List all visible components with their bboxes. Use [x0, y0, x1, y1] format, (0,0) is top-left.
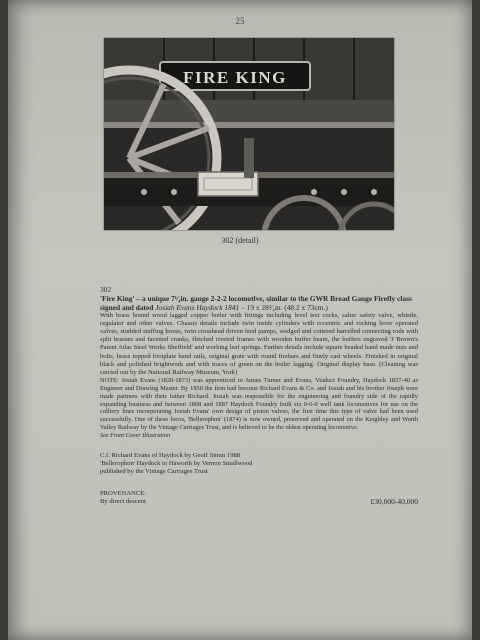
page-number: 25 [235, 16, 245, 26]
photo-caption: 302 (detail) [221, 236, 259, 245]
lot-description: With brass bound wood lagged copper boiler with fittings including level test cocks, salter safety valve, whistle, regulator and other valves. Chassis details include twin inside cylinders with eccentric and rocking lever operated valves, studded stuffing boxes, twin crosshead driven feed pumps, wedged and cottered barrelled connecting rods with split brasses and facetted cranks, fletched riveted frames with wooden buffer beam, the buffers engraved 'J Brown's Patent Atlas Steel Works Sheffield' and working leaf springs. Further details include square headed hand made nuts and bolts, brass topped footplate hand rails, original grate with round firebars and finely cast wheels. Finished in original black and polished brightwork and with traces of green on the boiler lagging. Original display base. (Cleaning was carried out by the National Railway Museum, York) [100, 312, 418, 376]
provenance-value: By direct descent [100, 498, 146, 506]
lot-title-signature: Josiah Evans Haydock 1841 [155, 303, 240, 313]
references [100, 452, 418, 476]
estimate: £30,000-40,000 [370, 497, 418, 507]
reference-line: published by the Vintage Carriages Trust [100, 468, 208, 476]
lot-title-main: 'Fire King' – a unique 7¹⁄₄in. gauge 2-2-2 locomotive, similar to the GWR Broad Gauge Firefly class signed and dated [100, 294, 412, 313]
reference-line: C.f. Richard Evans of Haydock by Geoff Simm 1988 [100, 452, 241, 460]
lot-title [100, 294, 418, 312]
nameplate-text: FIRE KING [183, 68, 287, 87]
lot-dimensions: – 19 x 28³⁄₄in. (48.2 x 73cm.) [241, 303, 328, 313]
locomotive-illustration [104, 38, 394, 230]
locomotive-photo [104, 38, 394, 230]
catalogue-page [8, 0, 472, 640]
lot-entry [100, 286, 418, 506]
see-front-cover: See Front Cover Illustration [100, 432, 171, 440]
lot-note: NOTE: Josiah Evans (1820-1873) was apprenticed to James Turner and Evans, Viaduct Foundry, Haydock 1837-40 as Engineer and Drawing Master. By 1850 the firm had become Richard Evans & Co. and Josiah and his brother Joseph were made partners with their father Richard. Josiah was responsible for the engineering and foundry side of the rapidly expanding business and between 1868 and 1887 Haydock Foundry built six 0-6-0 well tank locomotives for use on the colliery lines incorporating Josiah Evans' own design of piston valves, the first time this type of valve had been used successfully. One of these locos, 'Bellerophon' (1874) is now owned, preserved and operated on the Keighley and Worth Valley Railway by the Vintage Carriages Trust, and is believed to be the oldest operating locomotive. [100, 376, 418, 432]
provenance-label: PROVENANCE: [100, 490, 147, 498]
reference-line: 'Bellerophon' Haydock to Haworth by Vernon Smallwood [100, 460, 253, 468]
provenance-block [100, 490, 418, 506]
lot-number: 302 [100, 285, 112, 294]
